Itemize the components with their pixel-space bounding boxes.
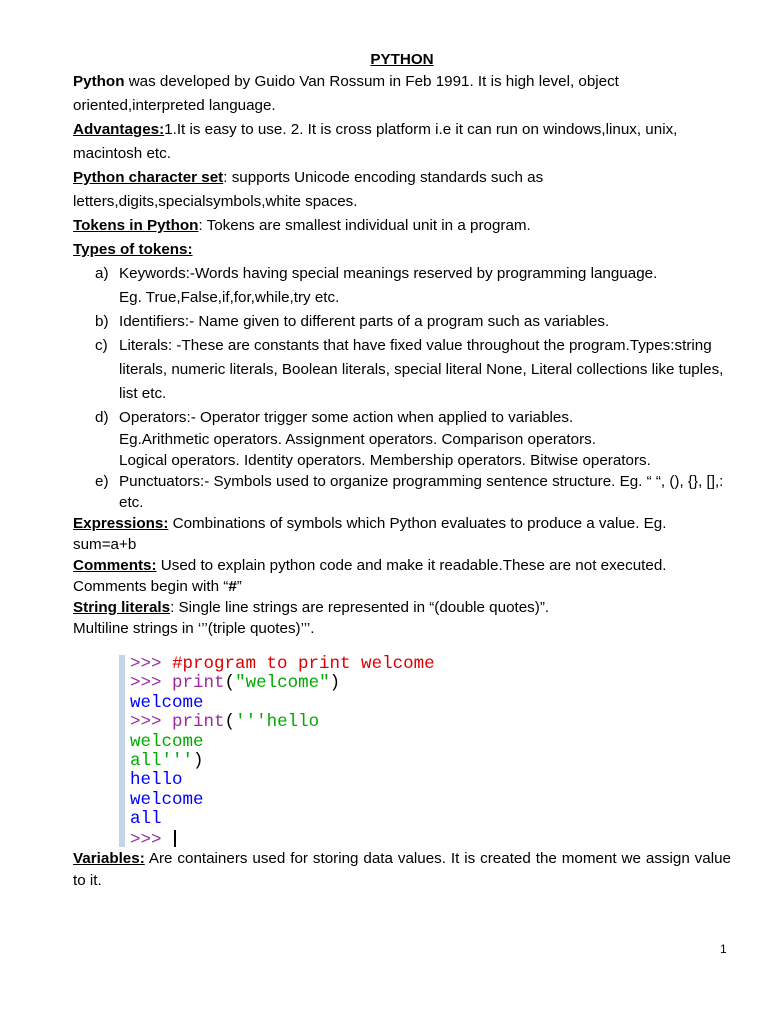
code-string: "welcome" [235,673,330,694]
shell-line [130,654,435,674]
intro-text: was developed by Guido Van Rossum in Feb 1991. It is high level, object oriented,interpreted language. [73,73,619,114]
comments-label: Comments: [73,557,157,574]
document-page [73,50,731,639]
variables-label: Variables: [73,850,145,867]
shell-line [130,673,340,693]
shell-prompt: >>> [130,712,162,733]
code-string: welcome [130,731,204,752]
python-shell-screenshot [119,652,559,850]
advantages-label: Advantages: [73,121,165,138]
code-function: print [172,712,225,733]
list-item-text: Eg.Arithmetic operators. Assignment operators. Comparison operators. [119,431,596,448]
expressions-paragraph [73,513,731,555]
list-item-text: Punctuators:- Symbols used to organize programming sentence structure. Eg. “ “, (), {}, [],: etc. [119,473,724,511]
shell-lines [130,655,435,850]
list-marker: a) [95,265,109,282]
hash-symbol: # [228,578,237,595]
shell-line[interactable] [130,830,176,850]
tokens-paragraph [73,214,731,238]
variables-text: Are containers used for storing data values. It is created the moment we assign value to it. [73,850,731,889]
shell-prompt: >>> [130,829,162,850]
intro-paragraph [73,70,731,118]
list-item [73,471,731,513]
shell-line [130,751,204,771]
list-marker: c) [95,337,108,354]
comments-paragraph [73,555,731,597]
code-string: all''' [130,751,194,772]
text-cursor [174,830,176,847]
list-item [73,334,731,406]
string-literals-paragraph [73,597,731,639]
charset-label: Python character set [73,169,224,186]
page-title: PYTHON [370,51,434,68]
list-marker: b) [95,313,109,330]
shell-output: all [130,809,162,830]
shell-prompt: >>> [130,654,162,674]
shell-prompt: >>> [130,673,162,694]
code-paren: ( [224,712,236,733]
list-marker: e) [95,473,109,490]
comments-text: Used to explain python code and make it readable.These are not executed. Comments begin with “ [73,557,667,595]
expressions-text: Combinations of symbols which Python evaluates to produce a value. Eg. sum=a+b [73,515,667,553]
code-paren: ) [329,673,341,694]
shell-output: welcome [130,789,204,810]
variables-paragraph [73,848,731,892]
list-item [73,406,731,471]
code-comment: #program to print welcome [172,654,435,674]
shell-output: hello [130,770,183,791]
list-item-text: Eg. True,False,if,for,while,try etc. [119,289,340,306]
charset-text: : supports Unicode encoding standards such as letters,digits,specialsymbols,white spaces. [73,169,544,210]
tokens-label: Tokens in Python [73,217,199,234]
list-item-text: Keywords:-Words having special meanings reserved by programming language. [119,265,658,282]
list-item [73,262,731,310]
expressions-label: Expressions: [73,515,169,532]
code-paren: ( [224,673,236,694]
comments-text-end: ” [236,578,242,595]
shell-output: welcome [130,692,204,713]
intro-label: Python [73,73,125,90]
list-item-text: Logical operators. Identity operators. Membership operators. Bitwise operators. [119,452,651,469]
charset-paragraph [73,166,731,214]
string-literals-text: : Single line strings are represented in “(double quotes)”. [170,599,550,616]
string-literals-multiline: Multiline strings in ‘’’(triple quotes)’’’. [73,620,315,637]
advantages-text: 1.It is easy to use. 2. It is cross platform i.e it can run on windows,linux, unix, macintosh etc. [73,121,678,162]
advantages-paragraph [73,118,731,166]
page-number: 1 [720,942,727,956]
shell-gutter [119,655,125,847]
list-item-text: Literals: -These are constants that have fixed value throughout the program.Types:string literals, numeric literals, Boolean literals, special literal None, Literal collections like tuples, list etc. [119,337,724,402]
list-item [73,310,731,334]
shell-line [130,712,319,732]
list-item-text: Identifiers:- Name given to different parts of a program such as variables. [119,313,610,330]
list-marker: d) [95,409,109,426]
tokens-text: : Tokens are smallest individual unit in a program. [198,217,531,234]
list-item-text: Operators:- Operator trigger some action when applied to variables. [119,409,574,426]
code-paren: ) [193,751,204,772]
string-literals-label: String literals [73,599,171,616]
code-function: print [172,673,225,694]
token-types-list [73,262,731,513]
code-string: '''hello [235,712,320,733]
types-heading: Types of tokens: [73,241,193,258]
